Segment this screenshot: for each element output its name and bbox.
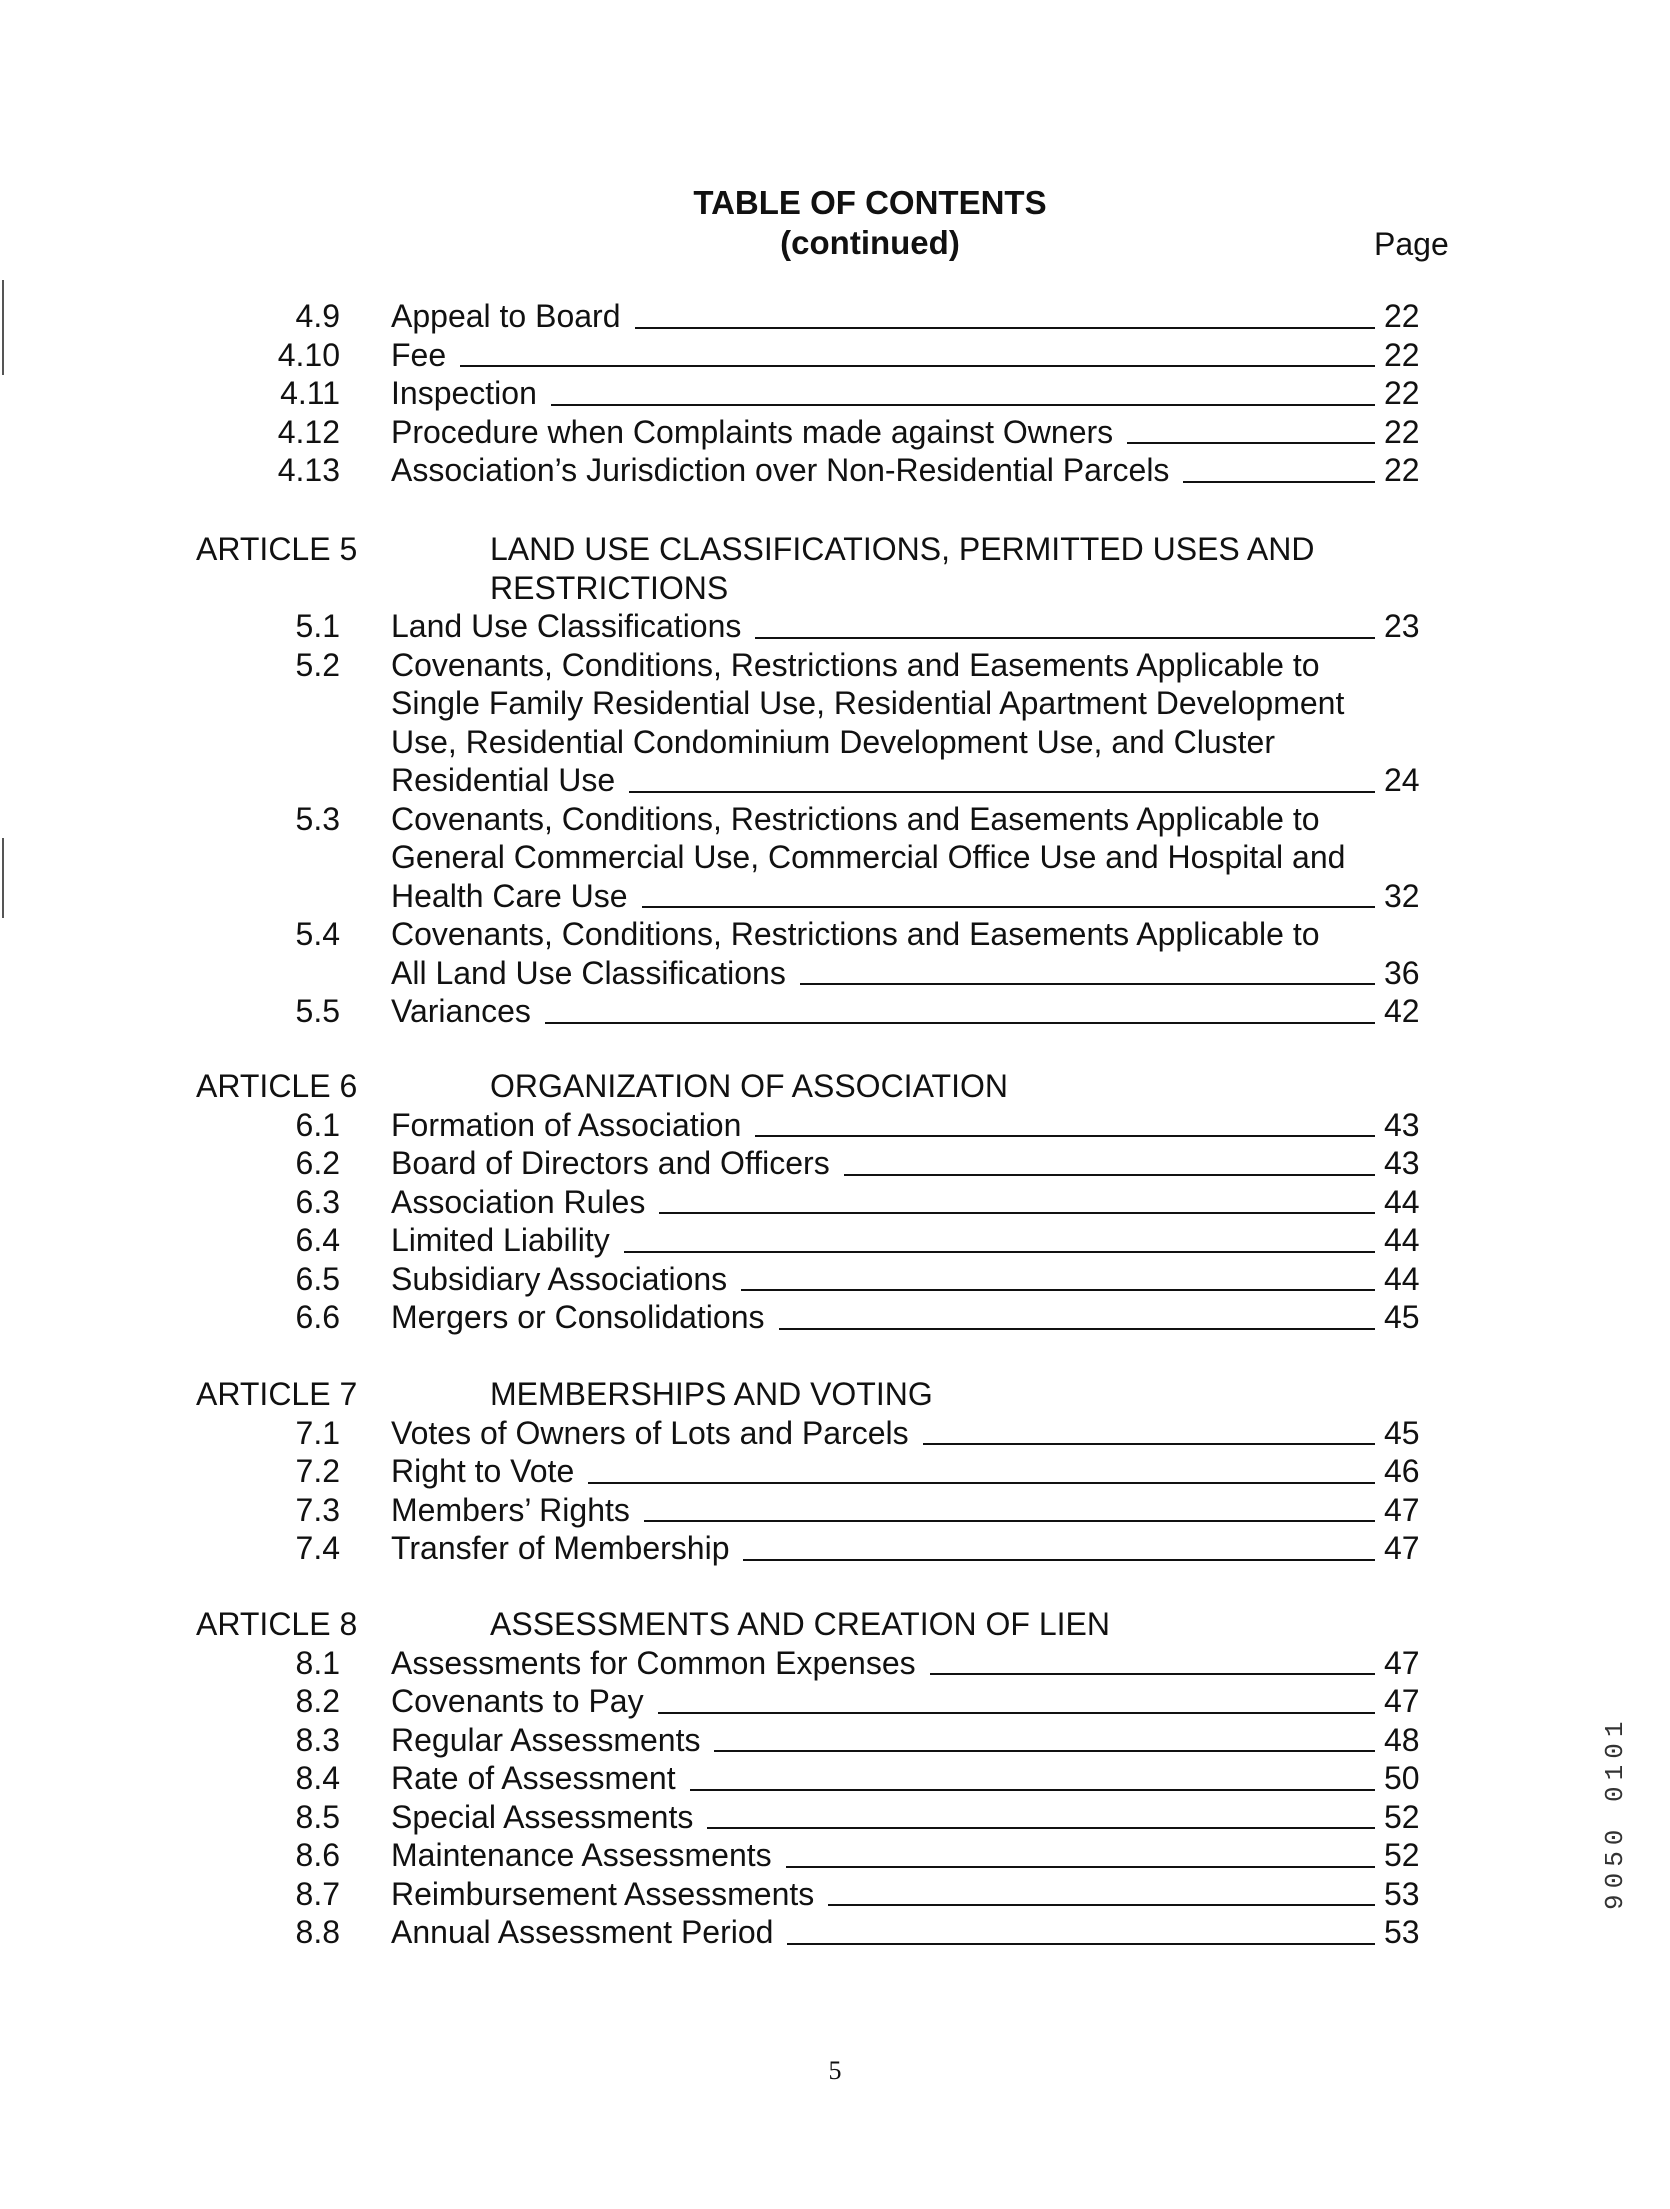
leader-line xyxy=(923,1443,1375,1445)
section-number: 7.1 xyxy=(295,1414,340,1451)
leader-line xyxy=(690,1789,1375,1791)
entry-body xyxy=(391,413,1381,452)
entry-title-row xyxy=(391,877,1381,916)
leader-line xyxy=(786,1866,1375,1868)
section-number: 5.3 xyxy=(295,800,340,837)
entry-title-row xyxy=(391,1875,1381,1914)
entry-title-row xyxy=(391,1298,1381,1337)
article-title: MEMBERSHIPS AND VOTING xyxy=(490,1376,933,1412)
entry-title: Rate of Assessment xyxy=(391,1760,676,1796)
section-number: 4.12 xyxy=(277,413,340,450)
entry-title-line: Covenants, Conditions, Restrictions and Easements Applicable to xyxy=(391,800,1320,837)
entry-title-row xyxy=(391,1913,1381,1952)
entry-title: Covenants to Pay xyxy=(391,1683,644,1719)
article-label: ARTICLE 5 xyxy=(196,531,358,567)
page-number: 5 xyxy=(828,2056,842,2085)
article-title: ORGANIZATION OF ASSOCIATION xyxy=(490,1068,1008,1104)
entry-title: Association Rules xyxy=(391,1183,646,1220)
entry-body xyxy=(391,1452,1381,1491)
article-title: RESTRICTIONS xyxy=(490,569,729,606)
section-number: 4.10 xyxy=(277,336,340,373)
entry-body xyxy=(391,1298,1381,1337)
section-number: 4.11 xyxy=(280,375,340,411)
section-number: 8.1 xyxy=(295,1644,340,1681)
section-number: 7.2 xyxy=(295,1453,340,1489)
leader-line xyxy=(629,791,1375,793)
entry-body xyxy=(391,1529,1381,1568)
entry-body xyxy=(391,915,1381,992)
entry-title-row xyxy=(391,1529,1381,1568)
entry-title-row xyxy=(391,451,1381,490)
entry-body xyxy=(391,992,1381,1031)
section-number: 4.13 xyxy=(277,452,340,488)
section-number: 6.1 xyxy=(295,1106,340,1143)
entry-title: Formation of Association xyxy=(391,1106,742,1143)
section-number: 5.1 xyxy=(295,608,340,644)
entry-title-row xyxy=(391,1798,1381,1837)
entry-body xyxy=(391,1875,1381,1914)
page-column-label: Page xyxy=(1374,226,1449,262)
leader-line xyxy=(551,404,1375,406)
page-ref: 52 xyxy=(1384,1837,1420,1873)
page-ref: 22 xyxy=(1384,375,1420,411)
page-ref: 22 xyxy=(1384,413,1420,450)
entry-body xyxy=(391,1106,1381,1145)
leader-line xyxy=(828,1904,1375,1906)
entry-title-row xyxy=(391,1106,1381,1145)
leader-line xyxy=(635,327,1376,329)
scan-edge-mark xyxy=(2,838,4,918)
entry-title-line: Use, Residential Condominium Development Use, and Cluster xyxy=(391,723,1275,760)
article-label: ARTICLE 7 xyxy=(196,1376,358,1412)
section-number: 6.3 xyxy=(295,1183,340,1220)
leader-line xyxy=(800,983,1375,985)
entry-title: Health Care Use xyxy=(391,877,628,914)
entry-body xyxy=(391,800,1381,916)
page-ref: 22 xyxy=(1384,452,1420,488)
leader-line xyxy=(787,1943,1375,1945)
entry-title-line: Covenants, Conditions, Restrictions and Easements Applicable to xyxy=(391,916,1320,952)
entry-title: Appeal to Board xyxy=(391,298,621,334)
leader-line xyxy=(460,365,1375,367)
entry-title: Right to Vote xyxy=(391,1453,575,1489)
entry-body xyxy=(391,1144,1381,1183)
entry-body xyxy=(391,451,1381,490)
entry-title: Annual Assessment Period xyxy=(391,1914,774,1950)
article-title: LAND USE CLASSIFICATIONS, PERMITTED USES AND xyxy=(490,531,1315,567)
section-number: 7.3 xyxy=(295,1491,340,1528)
entry-title-row xyxy=(391,761,1381,800)
entry-title-row xyxy=(391,1260,1381,1299)
entry-body xyxy=(391,1682,1381,1721)
entry-body xyxy=(391,336,1381,375)
leader-line xyxy=(644,1520,1375,1522)
toc-subheading: (continued) xyxy=(780,224,960,261)
entry-title-row xyxy=(391,1144,1381,1183)
entry-title: Inspection xyxy=(391,375,537,411)
article-label: ARTICLE 6 xyxy=(196,1068,358,1104)
leader-line xyxy=(743,1559,1375,1561)
entry-title: Board of Directors and Officers xyxy=(391,1145,830,1181)
section-number: 5.2 xyxy=(295,646,340,683)
leader-line xyxy=(658,1712,1375,1714)
entry-title-row xyxy=(391,954,1381,993)
entry-title-row xyxy=(391,1491,1381,1530)
entry-title: Limited Liability xyxy=(391,1222,610,1258)
page-ref: 45 xyxy=(1384,1299,1420,1335)
page-ref: 44 xyxy=(1384,1183,1420,1220)
entry-title: Variances xyxy=(391,993,531,1029)
entry-body xyxy=(391,297,1381,336)
entry-title: Maintenance Assessments xyxy=(391,1837,772,1873)
toc-heading: TABLE OF CONTENTS xyxy=(693,184,1047,221)
entry-title-row xyxy=(391,1452,1381,1491)
page-ref: 24 xyxy=(1384,762,1420,798)
leader-line xyxy=(755,637,1375,639)
section-number: 8.4 xyxy=(295,1760,340,1796)
page-ref: 23 xyxy=(1384,608,1420,644)
leader-line xyxy=(588,1482,1375,1484)
entry-title: Assessments for Common Expenses xyxy=(391,1644,916,1681)
entry-body xyxy=(391,1221,1381,1260)
entry-title: Regular Assessments xyxy=(391,1721,701,1758)
page-ref: 22 xyxy=(1384,336,1420,373)
leader-line xyxy=(714,1750,1375,1752)
entry-title-line: Covenants, Conditions, Restrictions and Easements Applicable to xyxy=(391,646,1320,683)
entry-title: Land Use Classifications xyxy=(391,608,742,644)
scan-edge-mark xyxy=(2,280,4,375)
recording-stamp: 9050 0101 xyxy=(1600,1715,1630,1910)
section-number: 8.7 xyxy=(295,1875,340,1912)
page-ref: 48 xyxy=(1384,1721,1420,1758)
entry-title: Reimbursement Assessments xyxy=(391,1875,815,1912)
page-ref: 50 xyxy=(1384,1760,1420,1796)
section-number: 7.4 xyxy=(295,1530,340,1566)
entry-body xyxy=(391,1759,1381,1798)
entry-body xyxy=(391,1491,1381,1530)
entry-title: Votes of Owners of Lots and Parcels xyxy=(391,1414,909,1451)
entry-title-row xyxy=(391,1721,1381,1760)
entry-body xyxy=(391,607,1381,646)
entry-title: Transfer of Membership xyxy=(391,1530,730,1566)
page-ref: 45 xyxy=(1384,1414,1420,1451)
entry-title-row xyxy=(391,413,1381,452)
page-ref: 22 xyxy=(1384,298,1420,334)
section-number: 8.2 xyxy=(295,1683,340,1719)
entry-title-row xyxy=(391,607,1381,646)
leader-line xyxy=(755,1135,1375,1137)
page-ref: 52 xyxy=(1384,1798,1420,1835)
page-ref: 47 xyxy=(1384,1530,1420,1566)
page-ref: 47 xyxy=(1384,1491,1420,1528)
page-ref: 43 xyxy=(1384,1145,1420,1181)
entry-body xyxy=(391,1644,1381,1683)
page-ref: 44 xyxy=(1384,1260,1420,1297)
page-ref: 42 xyxy=(1384,993,1420,1029)
leader-line xyxy=(779,1328,1376,1330)
section-number: 8.8 xyxy=(295,1914,340,1950)
page-ref: 43 xyxy=(1384,1106,1420,1143)
entry-title-row xyxy=(391,1682,1381,1721)
leader-line xyxy=(624,1251,1375,1253)
leader-line xyxy=(930,1673,1375,1675)
page-ref: 36 xyxy=(1384,954,1420,991)
page-ref: 53 xyxy=(1384,1914,1420,1950)
section-number: 8.5 xyxy=(295,1798,340,1835)
page-ref: 46 xyxy=(1384,1453,1420,1489)
entry-title-row xyxy=(391,1836,1381,1875)
section-number: 8.3 xyxy=(295,1721,340,1758)
entry-title: Association’s Jurisdiction over Non-Residential Parcels xyxy=(391,452,1170,488)
leader-line xyxy=(844,1174,1375,1176)
section-number: 6.5 xyxy=(295,1260,340,1297)
section-number: 5.5 xyxy=(295,993,340,1029)
section-number: 6.6 xyxy=(295,1299,340,1335)
page-ref: 44 xyxy=(1384,1222,1420,1258)
entry-body xyxy=(391,374,1381,413)
page-ref: 47 xyxy=(1384,1644,1420,1681)
entry-title: Residential Use xyxy=(391,762,616,798)
section-number: 8.6 xyxy=(295,1837,340,1873)
entry-body xyxy=(391,1721,1381,1760)
leader-line xyxy=(707,1827,1375,1829)
section-number: 4.9 xyxy=(295,298,340,334)
section-number: 6.2 xyxy=(295,1145,340,1181)
entry-title: Special Assessments xyxy=(391,1798,694,1835)
article-title: ASSESSMENTS AND CREATION OF LIEN xyxy=(490,1606,1110,1642)
article-label: ARTICLE 8 xyxy=(196,1606,358,1642)
page-ref: 53 xyxy=(1384,1875,1420,1912)
leader-line xyxy=(741,1289,1375,1291)
page-ref: 32 xyxy=(1384,877,1420,914)
entry-title-row xyxy=(391,297,1381,336)
entry-title-row xyxy=(391,1221,1381,1260)
leader-line xyxy=(545,1022,1375,1024)
section-number: 5.4 xyxy=(295,916,340,952)
entry-body xyxy=(391,1414,1381,1453)
entry-title: Members’ Rights xyxy=(391,1491,630,1528)
entry-title: All Land Use Classifications xyxy=(391,954,786,991)
entry-title: Mergers or Consolidations xyxy=(391,1299,765,1335)
entry-title: Subsidiary Associations xyxy=(391,1260,728,1297)
leader-line xyxy=(659,1212,1375,1214)
entry-title-line: Single Family Residential Use, Residential Apartment Development xyxy=(391,685,1345,721)
entry-title-row xyxy=(391,1183,1381,1222)
entry-body xyxy=(391,646,1381,800)
entry-title-row xyxy=(391,1759,1381,1798)
leader-line xyxy=(1127,442,1375,444)
entry-body xyxy=(391,1798,1381,1837)
entry-title-row xyxy=(391,1644,1381,1683)
entry-body xyxy=(391,1183,1381,1222)
entry-title: Fee xyxy=(391,336,447,373)
entry-title-row xyxy=(391,336,1381,375)
entry-title-row xyxy=(391,1414,1381,1453)
entry-title: Procedure when Complaints made against Owners xyxy=(391,413,1114,450)
page-ref: 47 xyxy=(1384,1683,1420,1719)
entry-title-row xyxy=(391,374,1381,413)
entry-body xyxy=(391,1913,1381,1952)
leader-line xyxy=(1183,481,1375,483)
entry-title-row xyxy=(391,992,1381,1031)
section-number: 6.4 xyxy=(295,1222,340,1258)
entry-body xyxy=(391,1836,1381,1875)
entry-title-line: General Commercial Use, Commercial Office Use and Hospital and xyxy=(391,839,1346,875)
entry-body xyxy=(391,1260,1381,1299)
leader-line xyxy=(642,906,1375,908)
